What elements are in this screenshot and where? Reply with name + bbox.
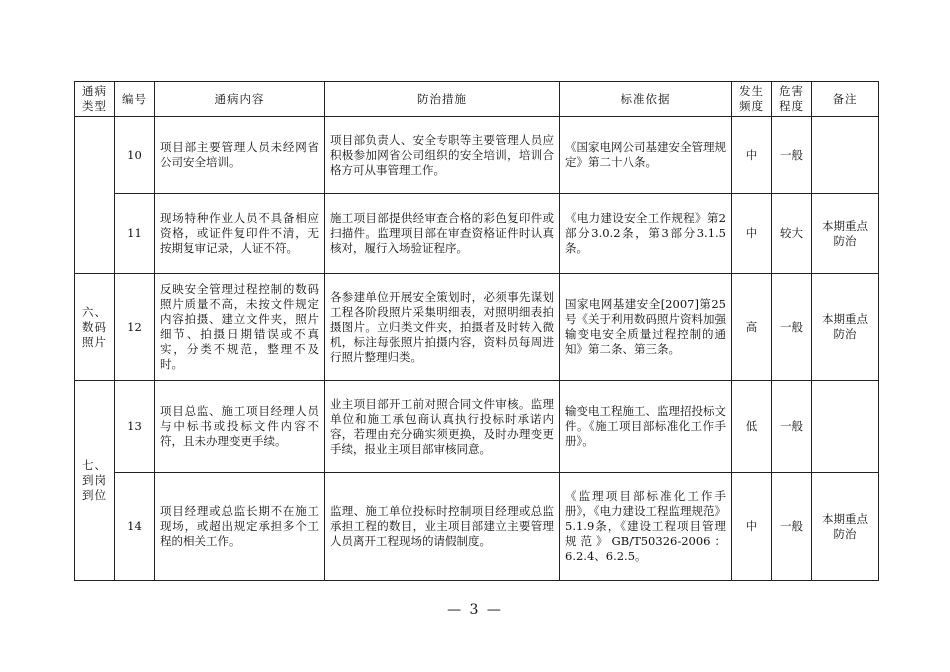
row-severity: 一般 bbox=[772, 117, 812, 194]
row-measures: 施工项目部提供经审查合格的彩色复印件或扫描件。监理项目部在审查资格证件时认真核对，履行入场验证程序。 bbox=[325, 194, 560, 274]
row-remarks bbox=[812, 117, 879, 194]
category-cell: 七、到岗到位 bbox=[75, 381, 115, 581]
row-number: 14 bbox=[115, 473, 155, 581]
row-remarks: 本期重点防治 bbox=[812, 274, 879, 381]
row-basis: 《监理项目部标准化工作手册》，《电力建设工程监理规范》5.1.9条，《建设工程项目管理规范》GB/T50326-2006：6.2.4、6.2.5。 bbox=[560, 473, 732, 581]
header-number: 编号 bbox=[115, 82, 155, 117]
row-number: 12 bbox=[115, 274, 155, 381]
row-frequency: 中 bbox=[732, 117, 772, 194]
row-severity: 一般 bbox=[772, 381, 812, 473]
row-measures: 业主项目部开工前对照合同文件审核。监理单位和施工承包商认真执行投标时承诺内容，若理由充分确实须更换，及时办理变更手续，报业主项目部审核同意。 bbox=[325, 381, 560, 473]
header-content: 通病内容 bbox=[155, 82, 325, 117]
row-content: 现场特种作业人员不具备相应资格，或证件复印件不清，无按期复审记录，人证不符。 bbox=[155, 194, 325, 274]
row-measures: 各参建单位开展安全策划时，必须事先谋划工程各阶段照片采集明细表，对照明细表拍摄图片。立归类文件夹，拍摄者及时转入微机，标注每张照片拍摄内容，资料员每周进行照片整理归类。 bbox=[325, 274, 560, 381]
row-severity: 较大 bbox=[772, 194, 812, 274]
header-remarks: 备注 bbox=[812, 82, 879, 117]
header-severity: 危害程度 bbox=[772, 82, 812, 117]
header-measures: 防治措施 bbox=[325, 82, 560, 117]
row-content: 项目总监、施工项目经理人员与中标书或投标文件内容不符，且未办理变更手续。 bbox=[155, 381, 325, 473]
row-number: 10 bbox=[115, 117, 155, 194]
header-row bbox=[75, 82, 879, 117]
row-basis: 《电力建设安全工作规程》第2部分3.0.2条，第3部分3.1.5条。 bbox=[560, 194, 732, 274]
row-number: 13 bbox=[115, 381, 155, 473]
table-row bbox=[75, 117, 879, 194]
row-remarks: 本期重点防治 bbox=[812, 473, 879, 581]
standards-table bbox=[74, 81, 879, 581]
category-cell: 六、数码照片 bbox=[75, 274, 115, 381]
table-row bbox=[75, 381, 879, 473]
row-measures: 监理、施工单位投标时控制项目经理或总监承担工程的数目，业主项目部建立主要管理人员离开工程现场的请假制度。 bbox=[325, 473, 560, 581]
table-row bbox=[75, 194, 879, 274]
row-frequency: 中 bbox=[732, 194, 772, 274]
row-content: 反映安全管理过程控制的数码照片质量不高，未按文件规定内容拍摄、建立文件夹，照片细节、拍摄日期错误或不真实，分类不规范，整理不及时。 bbox=[155, 274, 325, 381]
category-cell bbox=[75, 117, 115, 274]
row-frequency: 中 bbox=[732, 473, 772, 581]
header-category: 通病类型 bbox=[75, 82, 115, 117]
row-severity: 一般 bbox=[772, 274, 812, 381]
row-basis: 国家电网基建安全[2007]第25号《关于利用数码照片资料加强输变电安全质量过程控制的通知》第二条、第三条。 bbox=[560, 274, 732, 381]
table-row bbox=[75, 274, 879, 381]
row-remarks bbox=[812, 381, 879, 473]
row-measures: 项目部负责人、安全专职等主要管理人员应积极参加网省公司组织的安全培训，培训合格方可从事管理工作。 bbox=[325, 117, 560, 194]
row-remarks: 本期重点防治 bbox=[812, 194, 879, 274]
row-content: 项目部主要管理人员未经网省公司安全培训。 bbox=[155, 117, 325, 194]
row-content: 项目经理或总监长期不在施工现场，或超出规定承担多个工程的相关工作。 bbox=[155, 473, 325, 581]
header-frequency: 发生频度 bbox=[732, 82, 772, 117]
row-basis: 输变电工程施工、监理招投标文件。《施工项目部标准化工作手册》。 bbox=[560, 381, 732, 473]
row-severity: 一般 bbox=[772, 473, 812, 581]
header-basis: 标准依据 bbox=[560, 82, 732, 117]
page-number: — 3 — bbox=[447, 602, 503, 618]
table-row bbox=[75, 473, 879, 581]
row-frequency: 高 bbox=[732, 274, 772, 381]
row-basis: 《国家电网公司基建安全管理规定》第二十八条。 bbox=[560, 117, 732, 194]
row-number: 11 bbox=[115, 194, 155, 274]
row-frequency: 低 bbox=[732, 381, 772, 473]
